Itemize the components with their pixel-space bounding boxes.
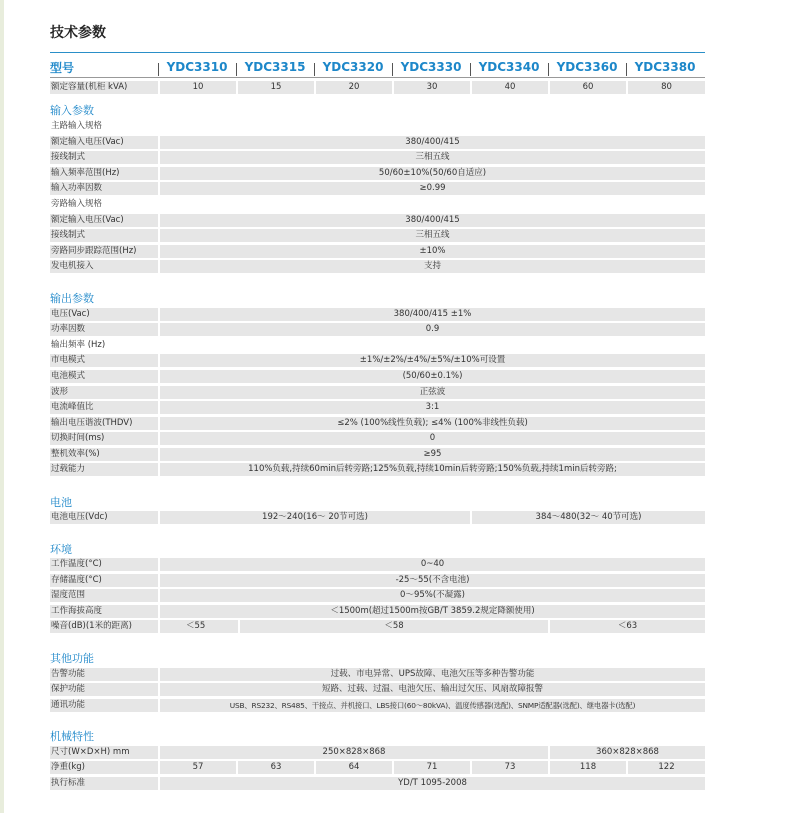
spec-row: [50, 417, 705, 430]
spec-label: 工作海拔高度: [50, 605, 158, 618]
spec-row: [50, 668, 705, 681]
model-header-row: [50, 56, 705, 78]
subheading-row: [50, 339, 705, 352]
spec-value: 三相五线: [158, 151, 705, 164]
spec-row-capacity: [50, 81, 705, 94]
spec-label: 湿度范围: [50, 589, 158, 602]
model-name: YDC3330: [392, 60, 470, 74]
spec-label: 整机效率(%): [50, 448, 158, 461]
spec-row: [50, 511, 705, 524]
spec-row: [50, 308, 705, 321]
spec-label: 过载能力: [50, 463, 158, 476]
spec-row: [50, 605, 705, 618]
spec-row: [50, 432, 705, 445]
spec-value: ＜55: [158, 620, 238, 633]
spec-row: [50, 214, 705, 227]
spec-label: 输入频率范围(Hz): [50, 167, 158, 180]
spec-label: 噪音(dB)(1米的距离): [50, 620, 158, 633]
model-name: YDC3380: [626, 60, 704, 74]
spec-label: 尺寸(W×D×H) mm: [50, 746, 158, 759]
spec-value: 384～480(32～ 40节可选): [470, 511, 705, 524]
spec-value: 380/400/415: [158, 214, 705, 227]
spec-row: [50, 777, 705, 790]
spec-label: 额定输入电压(Vac): [50, 214, 158, 227]
spec-label: 存储温度(°C): [50, 574, 158, 587]
page-title: 技术参数: [50, 25, 106, 41]
spec-label: 告警功能: [50, 668, 158, 681]
spec-label: 接线制式: [50, 229, 158, 242]
spec-value: 380/400/415: [158, 136, 705, 149]
spec-label: 电池模式: [50, 370, 158, 383]
spec-value: 30: [392, 81, 470, 94]
spec-row: [50, 136, 705, 149]
spec-row: [50, 463, 705, 476]
spec-value: 80: [626, 81, 705, 94]
spec-value: 63: [236, 761, 314, 774]
spec-label: 电流峰值比: [50, 401, 158, 414]
spec-row: [50, 370, 705, 383]
spec-label: 输出电压谐波(THDV): [50, 417, 158, 430]
spec-label: 市电模式: [50, 354, 158, 367]
subheading: 主路输入规格: [51, 121, 103, 131]
model-name: YDC3340: [470, 60, 548, 74]
spec-value: 250×828×868: [158, 746, 548, 759]
header-divider: [50, 77, 705, 78]
spec-value: USB、RS232、RS485、干接点、并机接口、LBS接口(60～80kVA)、温度传感器(选配)、SNMP适配器(选配)、继电器卡(选配): [158, 699, 705, 712]
spec-label: 电压(Vac): [50, 308, 158, 321]
model-name: YDC3310: [158, 60, 236, 74]
spec-row: [50, 761, 705, 774]
subheading: 旁路输入规格: [51, 199, 103, 209]
section-title-other: 其他功能: [50, 652, 94, 665]
spec-label: 接线制式: [50, 151, 158, 164]
spec-value: 40: [470, 81, 548, 94]
section-title-input: 输入参数: [50, 104, 94, 117]
spec-row: [50, 182, 705, 195]
spec-value: 60: [548, 81, 626, 94]
spec-value: ＜1500m(超过1500m按GB/T 3859.2规定降额使用): [158, 605, 705, 618]
spec-row: [50, 386, 705, 399]
spec-label: 旁路同步跟踪范围(Hz): [50, 245, 158, 258]
spec-label: 保护功能: [50, 683, 158, 696]
spec-value: 118: [548, 761, 626, 774]
spec-label: 额定容量(机柜 kVA): [50, 81, 158, 94]
left-edge-bar: [0, 0, 4, 813]
spec-value: 0～95%(不凝露): [158, 589, 705, 602]
spec-value: 三相五线: [158, 229, 705, 242]
spec-value: 正弦波: [158, 386, 705, 399]
subheading: 输出频率 (Hz): [51, 340, 106, 350]
spec-value: (50/60±0.1%): [158, 370, 705, 383]
section-title-mechanical: 机械特性: [50, 730, 94, 743]
spec-row: [50, 260, 705, 273]
spec-label: 通讯功能: [50, 699, 158, 712]
model-name: YDC3360: [548, 60, 626, 74]
spec-row: [50, 323, 705, 336]
spec-value: 支持: [158, 260, 705, 273]
spec-label: 发电机接入: [50, 260, 158, 273]
model-label: 型号: [50, 60, 75, 75]
spec-value: 360×828×868: [548, 746, 705, 759]
spec-label: 切换时间(ms): [50, 432, 158, 445]
spec-label: 工作温度(°C): [50, 558, 158, 571]
spec-label: 波形: [50, 386, 158, 399]
spec-row: [50, 151, 705, 164]
spec-row: [50, 401, 705, 414]
spec-row: [50, 229, 705, 242]
section-title-environment: 环境: [50, 543, 72, 556]
spec-value: ＜63: [548, 620, 705, 633]
spec-label: 电池电压(Vdc): [50, 511, 158, 524]
spec-row: [50, 699, 705, 712]
spec-value: YD/T 1095-2008: [158, 777, 705, 790]
spec-label: 功率因数: [50, 323, 158, 336]
spec-value: 73: [470, 761, 548, 774]
spec-row: [50, 746, 705, 759]
spec-value: -25～55(不含电池): [158, 574, 705, 587]
spec-value: 50/60±10%(50/60自适应): [158, 167, 705, 180]
spec-value: 110%负载,持续60min后转旁路;125%负载,持续10min后转旁路;150%负载,持续1min后转旁路;: [158, 463, 705, 476]
model-name: YDC3315: [236, 60, 314, 74]
spec-row: [50, 683, 705, 696]
spec-value: ≥0.99: [158, 182, 705, 195]
spec-row: [50, 167, 705, 180]
spec-value: 57: [158, 761, 236, 774]
spec-value: 122: [626, 761, 705, 774]
spec-value: ＜58: [238, 620, 548, 633]
spec-value: ≤2% (100%线性负载); ≤4% (100%非线性负载): [158, 417, 705, 430]
spec-label: 执行标准: [50, 777, 158, 790]
spec-row: [50, 558, 705, 571]
spec-row: [50, 354, 705, 367]
section-title-battery: 电池: [50, 496, 72, 509]
spec-value: ±1%/±2%/±4%/±5%/±10%可设置: [158, 354, 705, 367]
subheading-row: [50, 120, 705, 133]
spec-value: 15: [236, 81, 314, 94]
spec-value: 过载、市电异常、UPS故障、电池欠压等多种告警功能: [158, 668, 705, 681]
spec-value: 10: [158, 81, 236, 94]
spec-value: 380/400/415 ±1%: [158, 308, 705, 321]
spec-value: 0: [158, 432, 705, 445]
spec-value: 192～240(16～ 20节可选): [158, 511, 470, 524]
spec-value: 0.9: [158, 323, 705, 336]
spec-row: [50, 589, 705, 602]
spec-value: 64: [314, 761, 392, 774]
title-divider: [50, 52, 705, 53]
spec-value: 0~40: [158, 558, 705, 571]
spec-value: ±10%: [158, 245, 705, 258]
spec-row: [50, 448, 705, 461]
spec-label: 输入功率因数: [50, 182, 158, 195]
spec-row: [50, 574, 705, 587]
subheading-row: [50, 198, 705, 211]
spec-value: 3:1: [158, 401, 705, 414]
spec-value: 20: [314, 81, 392, 94]
section-title-output: 输出参数: [50, 292, 94, 305]
spec-row: [50, 245, 705, 258]
model-name: YDC3320: [314, 60, 392, 74]
spec-label: 净重(kg): [50, 761, 158, 774]
spec-value: 71: [392, 761, 470, 774]
spec-value: ≥95: [158, 448, 705, 461]
spec-label: 额定输入电压(Vac): [50, 136, 158, 149]
spec-row: [50, 620, 705, 633]
spec-value: 短路、过载、过温、电池欠压、输出过欠压、风扇故障报警: [158, 683, 705, 696]
